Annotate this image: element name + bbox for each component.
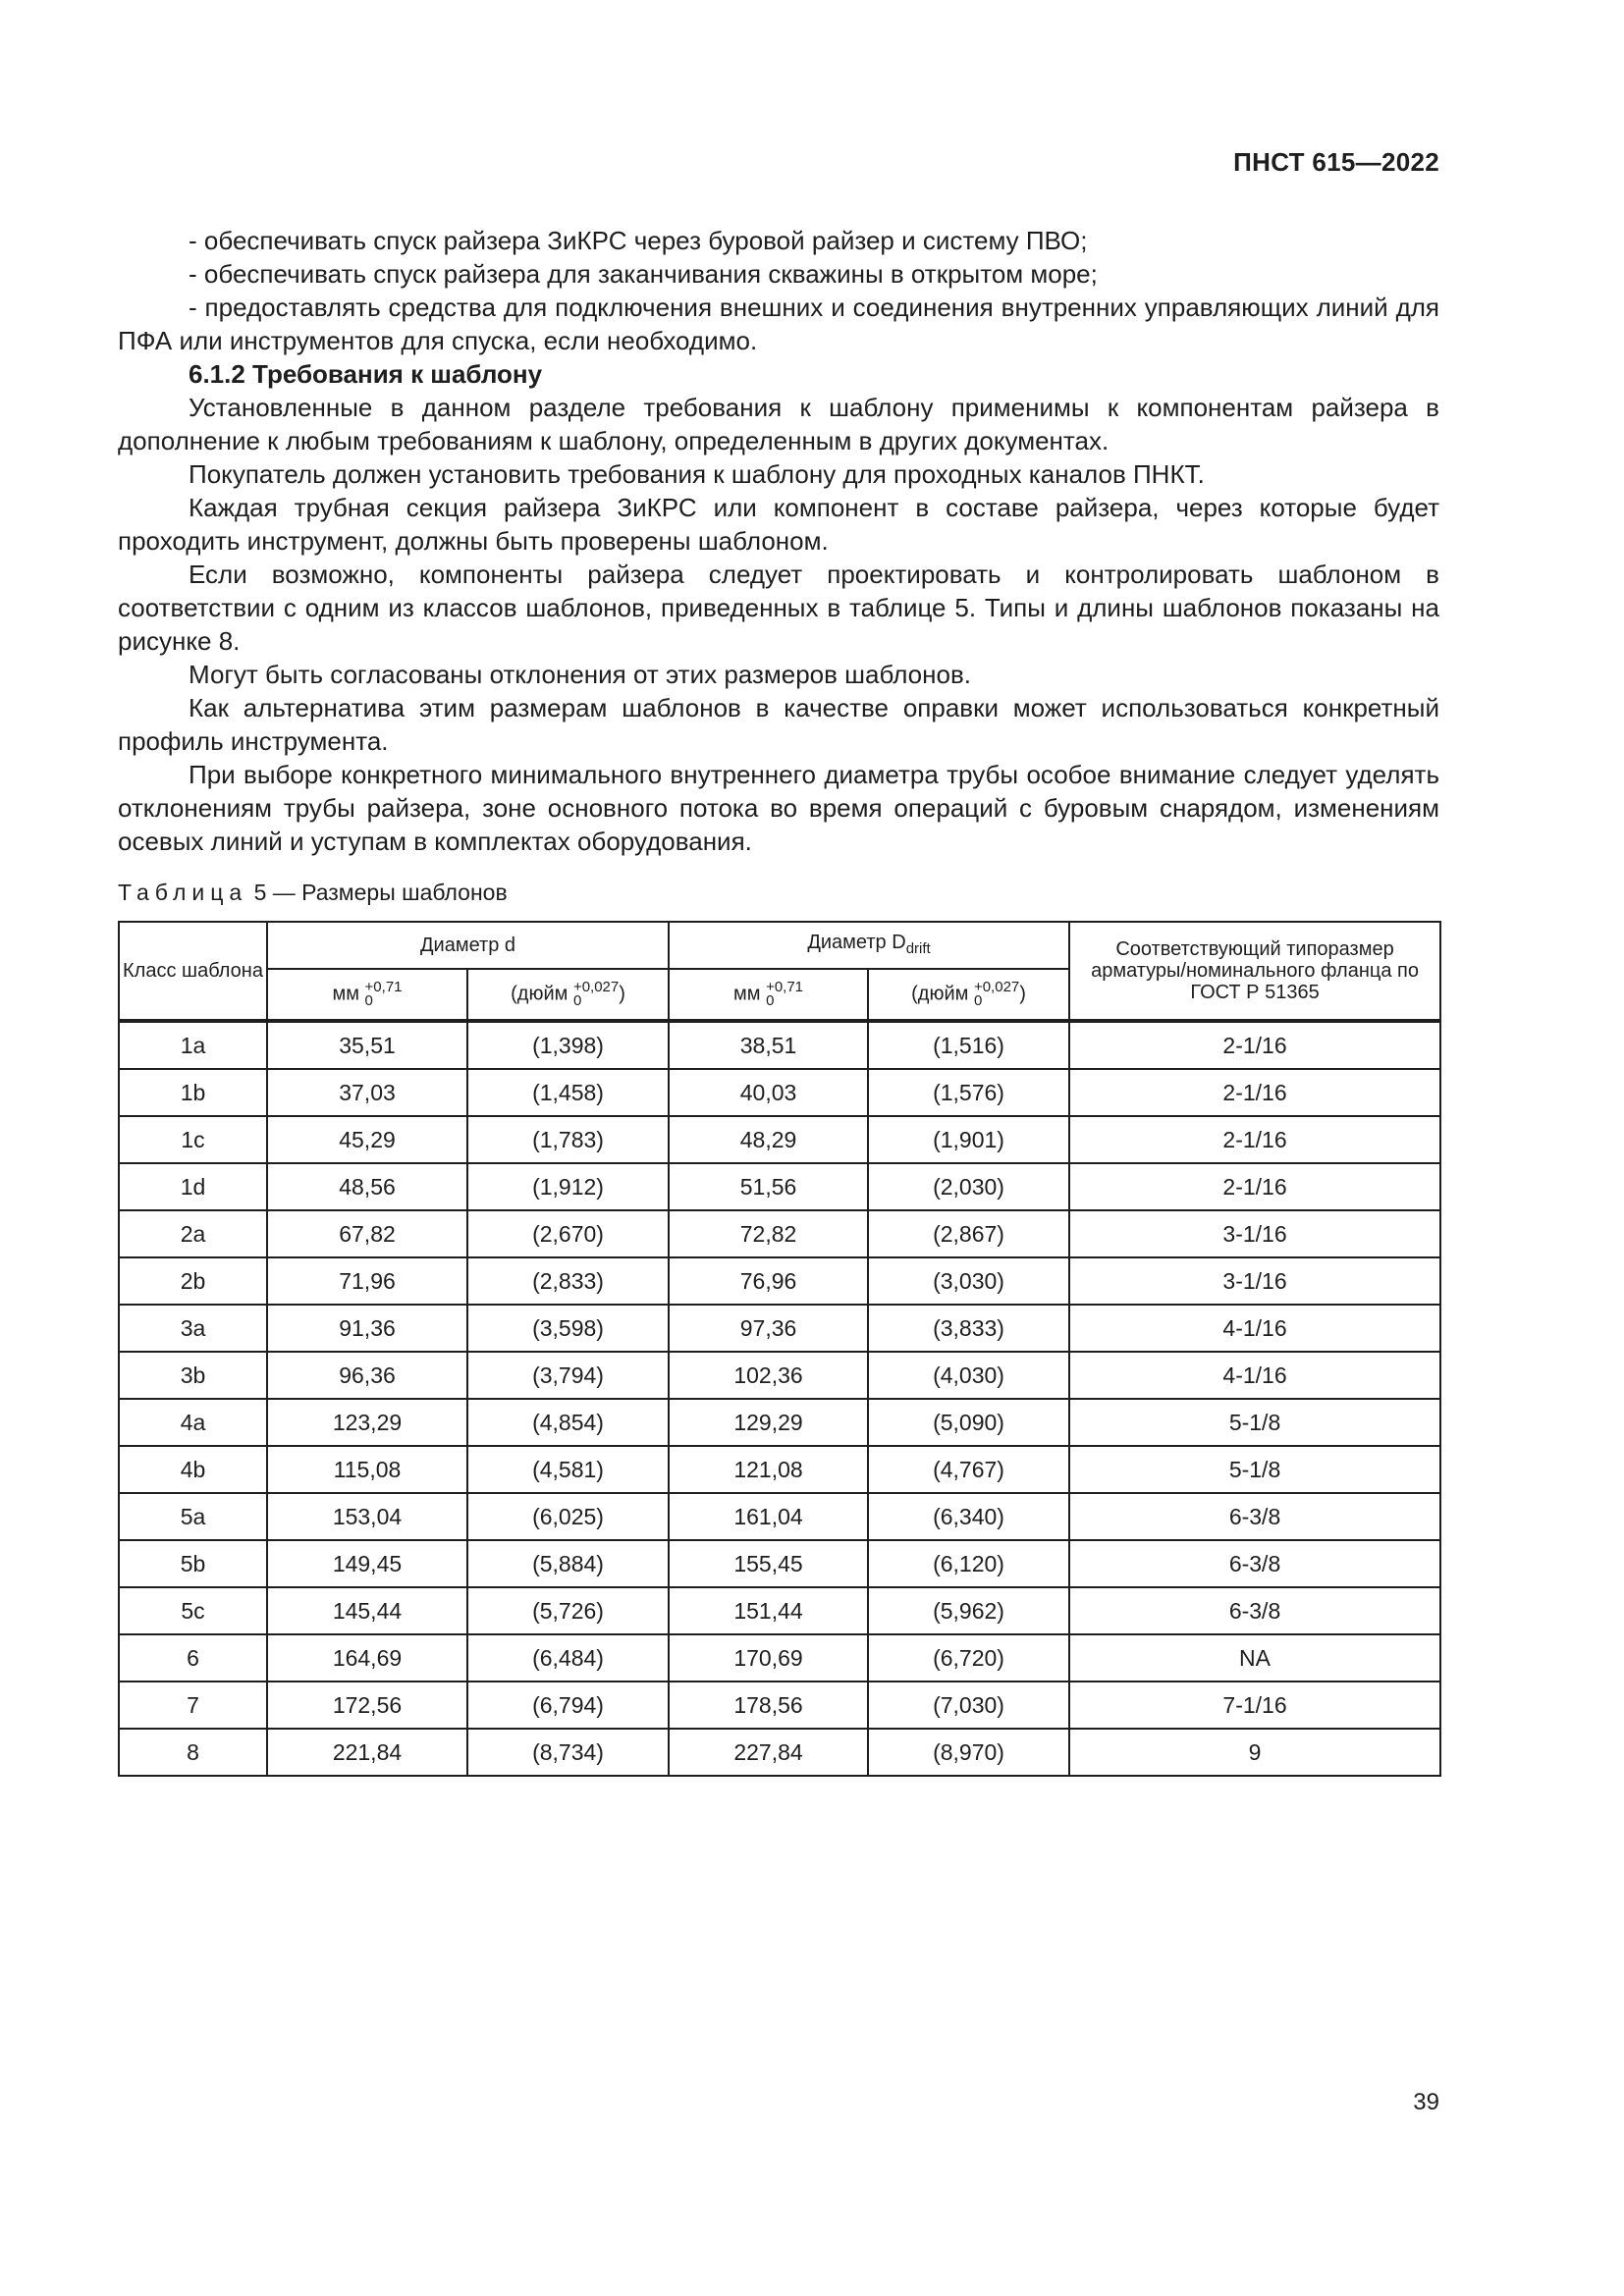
table-cell: (4,854)	[467, 1399, 669, 1446]
table-cell: (4,581)	[467, 1446, 669, 1493]
table-cell: (1,912)	[467, 1163, 669, 1210]
table-cell: (4,767)	[868, 1446, 1069, 1493]
tol-upper: +0,027	[572, 979, 620, 995]
table-cell: 2-1/16	[1069, 1116, 1440, 1163]
table-row	[119, 1257, 1440, 1305]
table-cell: 2b	[119, 1257, 267, 1305]
table-cell: (6,340)	[868, 1493, 1069, 1540]
paragraph: Как альтернатива этим размерам шаблонов в качестве оправки может использоваться конкретный профиль инструмента.	[118, 693, 1439, 756]
unit-mm: мм	[332, 983, 359, 1005]
table-row	[119, 1210, 1440, 1257]
table-cell: (2,867)	[868, 1210, 1069, 1257]
table-cell: 4-1/16	[1069, 1305, 1440, 1352]
table-row	[119, 1305, 1440, 1352]
table-cell: 45,29	[267, 1116, 467, 1163]
table-row	[119, 1634, 1440, 1682]
header-diameter-drift-sub: drift	[905, 939, 931, 957]
paragraph: - обеспечивать спуск райзера ЗиКРС через буровой райзер и систему ПВО;	[189, 226, 1088, 255]
paragraph: Покупатель должен установить требования к шаблону для проходных каналов ПНКТ.	[189, 459, 1205, 489]
table-cell: 76,96	[669, 1257, 868, 1305]
table-cell: (3,794)	[467, 1352, 669, 1399]
header-drift-mm	[669, 969, 868, 1021]
tol-lower: 0	[973, 992, 983, 1009]
paragraph: Если возможно, компоненты райзера следует проектировать и контролировать шаблоном в соответствии с одним из классов шаблонов, приведенных в таблице 5. Типы и длины шаблонов показаны на рисунке 8.	[118, 560, 1439, 656]
table-cell: 48,56	[267, 1163, 467, 1210]
paragraph: При выборе конкретного минимального внутреннего диаметра трубы особое внимание следует уделять отклонениям трубы райзера, зоне основного потока во время операций с буровым снарядом, изменениям осевых линий и уступам в комплектах оборудования.	[118, 760, 1439, 856]
table-cell: 164,69	[267, 1634, 467, 1682]
table-cell: 4b	[119, 1446, 267, 1493]
paragraph: - обеспечивать спуск райзера для заканчивания скважины в открытом море;	[189, 259, 1098, 289]
table-cell: 7	[119, 1682, 267, 1729]
table-row	[119, 1446, 1440, 1493]
page-number: 39	[1413, 2089, 1439, 2115]
unit-inch-close: )	[1019, 983, 1026, 1005]
tolerance-inch	[974, 981, 1019, 1008]
table-cell: 102,36	[669, 1352, 868, 1399]
header-diameter-drift-label: Диаметр D	[807, 931, 906, 953]
table-cell: 40,03	[669, 1069, 868, 1116]
table-cell: 5-1/8	[1069, 1446, 1440, 1493]
table-cell: 6-3/8	[1069, 1493, 1440, 1540]
table-cell: (5,962)	[868, 1587, 1069, 1634]
table-cell: 4a	[119, 1399, 267, 1446]
table-cell: 121,08	[669, 1446, 868, 1493]
table-cell: 3-1/16	[1069, 1210, 1440, 1257]
table-row	[119, 1540, 1440, 1587]
table-row	[119, 1116, 1440, 1163]
table-cell: (7,030)	[868, 1682, 1069, 1729]
table-row	[119, 1021, 1440, 1069]
tolerance-mm	[365, 981, 403, 1008]
table-cell: 5c	[119, 1587, 267, 1634]
table-cell: 3a	[119, 1305, 267, 1352]
paragraph: Могут быть согласованы отклонения от этих размеров шаблонов.	[189, 660, 971, 689]
table-cell: 129,29	[669, 1399, 868, 1446]
table-cell: (3,030)	[868, 1257, 1069, 1305]
table-row	[119, 1682, 1440, 1729]
table-cell: 9	[1069, 1729, 1440, 1776]
table-cell: 161,04	[669, 1493, 868, 1540]
unit-inch-close: )	[619, 983, 625, 1005]
table-cell: 96,36	[267, 1352, 467, 1399]
table-cell: 6	[119, 1634, 267, 1682]
header-d-inch	[467, 969, 669, 1021]
table-cell: 72,82	[669, 1210, 868, 1257]
paragraph: Каждая трубная секция райзера ЗиКРС или компонент в составе райзера, через которые будет проходить инструмент, должны быть проверены шаблоном.	[118, 493, 1439, 556]
unit-inch: (дюйм	[511, 983, 568, 1005]
tol-upper: +0,71	[364, 979, 403, 995]
table-cell: 151,44	[669, 1587, 868, 1634]
document-id: ПНСТ 615—2022	[1233, 147, 1439, 177]
table-cell: 153,04	[267, 1493, 467, 1540]
table-cell: 1a	[119, 1021, 267, 1069]
table-cell: 91,36	[267, 1305, 467, 1352]
table-cell: 123,29	[267, 1399, 467, 1446]
header-size: Соответствующий типоразмер арматуры/номинального фланца по ГОСТ Р 51365	[1069, 922, 1440, 1021]
table-cell: 1b	[119, 1069, 267, 1116]
table-row	[119, 1587, 1440, 1634]
table-cell: (3,833)	[868, 1305, 1069, 1352]
table-cell: 115,08	[267, 1446, 467, 1493]
tol-lower: 0	[766, 992, 775, 1009]
table-cell: 3-1/16	[1069, 1257, 1440, 1305]
table-cell: 227,84	[669, 1729, 868, 1776]
table-cell: 1c	[119, 1116, 267, 1163]
table-cell: 1d	[119, 1163, 267, 1210]
paragraph: - предоставлять средства для подключения внешних и соединения внутренних управляющих линий для ПФА или инструментов для спуска, если необходимо.	[118, 293, 1439, 355]
table-cell: 67,82	[267, 1210, 467, 1257]
table-cell: 170,69	[669, 1634, 868, 1682]
table-cell: (6,720)	[868, 1634, 1069, 1682]
section-heading: 6.1.2 Требования к шаблону	[189, 359, 543, 389]
table-cell: 5-1/8	[1069, 1399, 1440, 1446]
header-class: Класс шаблона	[119, 922, 267, 1021]
table-cell: (5,090)	[868, 1399, 1069, 1446]
tol-lower: 0	[364, 992, 373, 1009]
table-cell: (1,901)	[868, 1116, 1069, 1163]
table-cell: 2-1/16	[1069, 1069, 1440, 1116]
table-caption	[118, 878, 508, 907]
table-cell: 51,56	[669, 1163, 868, 1210]
table-cell: (5,726)	[467, 1587, 669, 1634]
header-diameter-d: Диаметр d	[267, 922, 669, 969]
table-cell: (8,734)	[467, 1729, 669, 1776]
table-row	[119, 1163, 1440, 1210]
table-cell: 6-3/8	[1069, 1540, 1440, 1587]
table-cell: 172,56	[267, 1682, 467, 1729]
tolerance-inch	[573, 981, 619, 1008]
table-body	[119, 1021, 1440, 1776]
table-cell: (1,783)	[467, 1116, 669, 1163]
body-text	[118, 224, 1439, 858]
table-cell: 6-3/8	[1069, 1587, 1440, 1634]
table-cell: (6,484)	[467, 1634, 669, 1682]
tol-upper: +0,71	[766, 979, 804, 995]
table-cell: (2,670)	[467, 1210, 669, 1257]
paragraph: Установленные в данном разделе требования к шаблону применимы к компонентам райзера в дополнение к любым требованиям к шаблону, определенным в других документах.	[118, 393, 1439, 455]
table-cell: 178,56	[669, 1682, 868, 1729]
table-cell: 2-1/16	[1069, 1163, 1440, 1210]
table-cell: (2,833)	[467, 1257, 669, 1305]
table-cell: 71,96	[267, 1257, 467, 1305]
table-cell: 2a	[119, 1210, 267, 1257]
table-cell: 35,51	[267, 1021, 467, 1069]
table-cell: (1,576)	[868, 1069, 1069, 1116]
tol-upper: +0,027	[973, 979, 1020, 995]
table-cell: (6,120)	[868, 1540, 1069, 1587]
table-cell: (3,598)	[467, 1305, 669, 1352]
table-row	[119, 1493, 1440, 1540]
table-row	[119, 1352, 1440, 1399]
table-cell: 5b	[119, 1540, 267, 1587]
table-cell: 3b	[119, 1352, 267, 1399]
table-cell: (6,794)	[467, 1682, 669, 1729]
table-cell: 48,29	[669, 1116, 868, 1163]
table-cell: 2-1/16	[1069, 1021, 1440, 1069]
table-row	[119, 1399, 1440, 1446]
unit-mm: мм	[733, 983, 761, 1005]
table-caption-prefix: Таблица	[118, 880, 248, 905]
table-cell: (2,030)	[868, 1163, 1069, 1210]
table-row	[119, 1069, 1440, 1116]
table-cell: 155,45	[669, 1540, 868, 1587]
unit-inch: (дюйм	[911, 983, 969, 1005]
table-cell: 37,03	[267, 1069, 467, 1116]
tol-lower: 0	[572, 992, 582, 1009]
table-cell: 7-1/16	[1069, 1682, 1440, 1729]
table-cell: 38,51	[669, 1021, 868, 1069]
table-cell: (4,030)	[868, 1352, 1069, 1399]
table-cell: 145,44	[267, 1587, 467, 1634]
table-cell: (5,884)	[467, 1540, 669, 1587]
gauge-dimensions-table	[118, 921, 1441, 1777]
table-cell: 149,45	[267, 1540, 467, 1587]
table-caption-title: 5 — Размеры шаблонов	[247, 880, 508, 905]
table-cell: 5a	[119, 1493, 267, 1540]
table-cell: (8,970)	[868, 1729, 1069, 1776]
table-cell: 221,84	[267, 1729, 467, 1776]
table-cell: (1,458)	[467, 1069, 669, 1116]
header-diameter-drift	[669, 922, 1069, 969]
table-cell: (6,025)	[467, 1493, 669, 1540]
table-cell: (1,398)	[467, 1021, 669, 1069]
header-d-mm	[267, 969, 467, 1021]
table-row	[119, 1729, 1440, 1776]
table-cell: 4-1/16	[1069, 1352, 1440, 1399]
table-cell: NA	[1069, 1634, 1440, 1682]
table-cell: 8	[119, 1729, 267, 1776]
table-cell: (1,516)	[868, 1021, 1069, 1069]
header-drift-inch	[868, 969, 1069, 1021]
table-cell: 97,36	[669, 1305, 868, 1352]
tolerance-mm	[766, 981, 803, 1008]
